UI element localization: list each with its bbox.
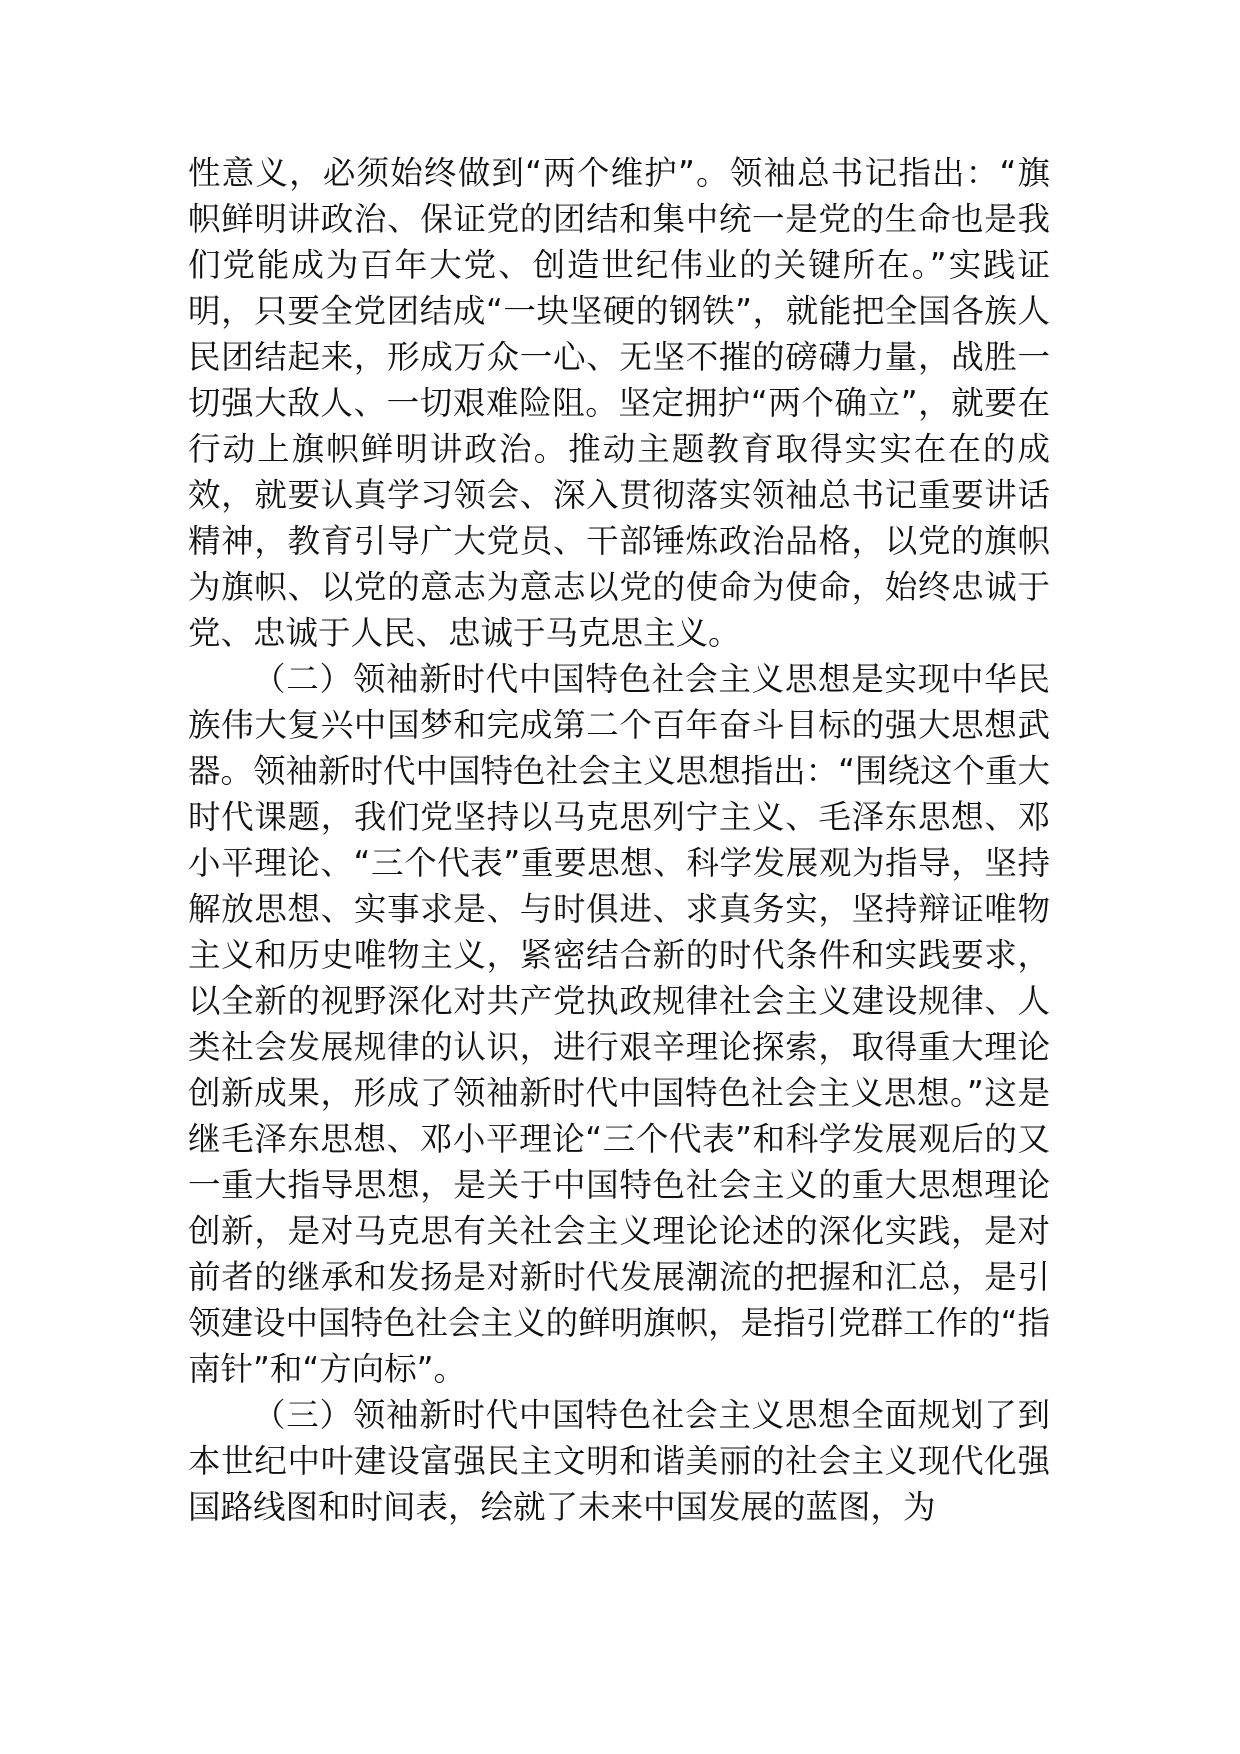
paragraph-section-2: （二）领袖新时代中国特色社会主义思想是实现中华民族伟大复兴中国梦和完成第二个百年奋斗目标的强大思想武器。领袖新时代中国特色社会主义思想指出：“围绕这个重大时代课题，我们党坚持以马克思列宁主义、毛泽东思想、邓小平理论、“三个代表”重要思想、科学发展观为指导，坚持解放思想、实事求是、与时俱进、求真务实，坚持辩证唯物主义和历史唯物主义，紧密结合新的时代条件和实践要求，以全新的视野深化对共产党执政规律社会主义建设规律、人类社会发展规律的认识，进行艰辛理论探索，取得重大理论创新成果，形成了领袖新时代中国特色社会主义思想。”这是继毛泽东思想、邓小平理论“三个代表”和科学发展观后的又一重大指导思想，是关于中国特色社会主义的重大思想理论创新，是对马克思有关社会主义理论论述的深化实践，是对前者的继承和发扬是对新时代发展潮流的把握和汇总，是引领建设中国特色社会主义的鲜明旗帜，是指引党群工作的“指南针”和“方向标”。 bbox=[188, 660, 1050, 1388]
paragraph-continuation: 性意义，必须始终做到“两个维护”。领袖总书记指出：“旗帜鲜明讲政治、保证党的团结和集中统一是党的生命也是我们党能成为百年大党、创造世纪伟业的关键所在。”实践证明，只要全党团结成“一块坚硬的钢铁”，就能把全国各族人民团结起来，形成万众一心、无坚不摧的磅礴力量，战胜一切强大敌人、一切艰难险阻。坚定拥护“两个确立”，就要在行动上旗帜鲜明讲政治。推动主题教育取得实实在在的成效，就要认真学习领会、深入贯彻落实领袖总书记重要讲话精神，教育引导广大党员、干部锤炼政治品格，以党的旗帜为旗帜、以党的意志为意志以党的使命为使命，始终忠诚于党、忠诚于人民、忠诚于马克思主义。 bbox=[188, 154, 1050, 652]
document-body bbox=[188, 150, 1050, 1530]
paragraph-section-3: （三）领袖新时代中国特色社会主义思想全面规划了到本世纪中叶建设富强民主文明和谐美丽的社会主义现代化强国路线图和时间表，绘就了未来中国发展的蓝图，为 bbox=[188, 1396, 1050, 1526]
